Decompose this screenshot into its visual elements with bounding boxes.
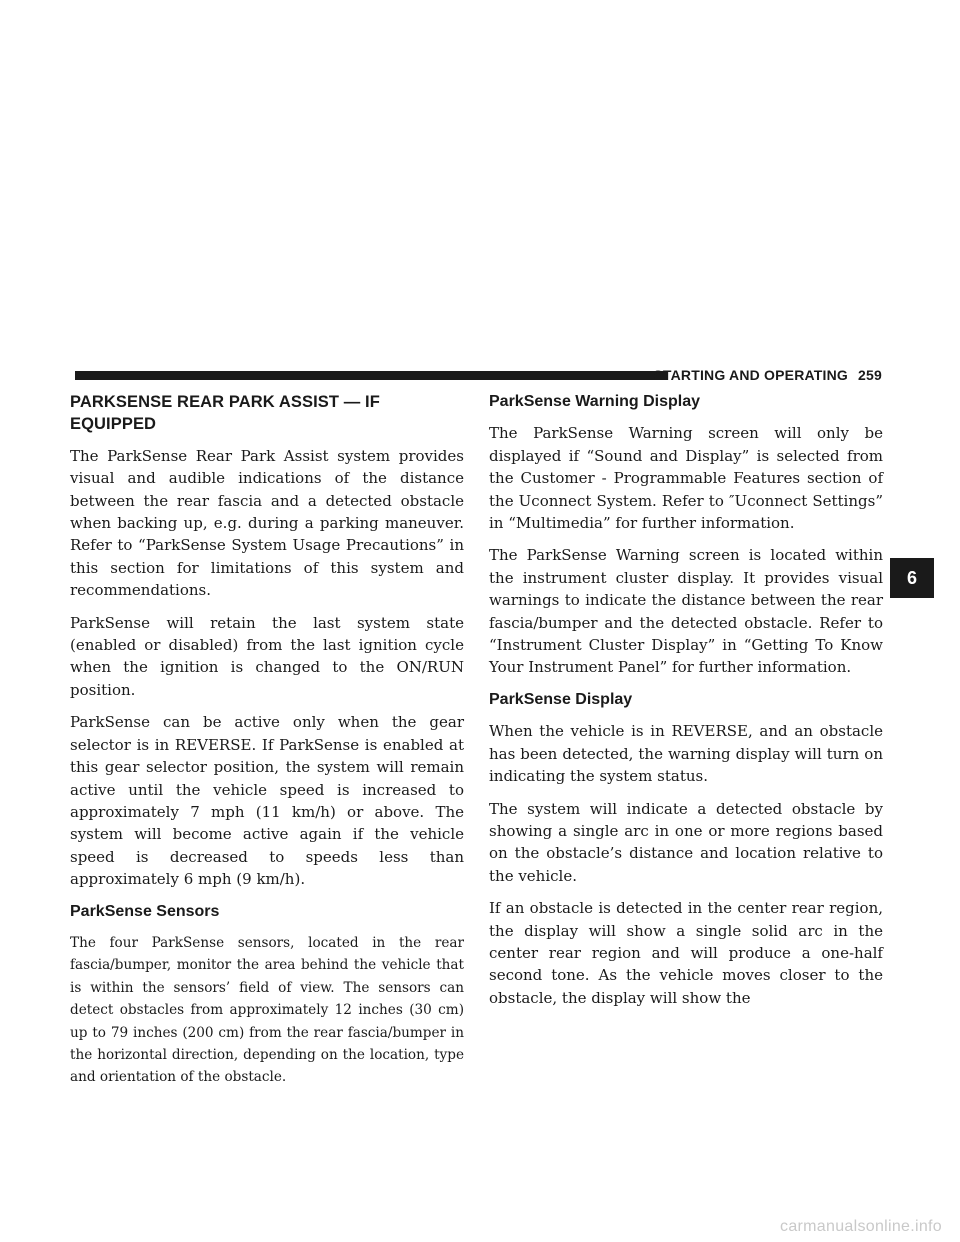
display-paragraph-3: If an obstacle is detected in the center rear region, the display will show a single solid arc in the center rear region and will produce a one-half second tone. As the vehicle moves closer to the obstacle, the display will show the: [489, 899, 883, 1007]
warning-paragraph-1: The ParkSense Warning screen will only be displayed if “Sound and Display” is selected from the Customer - Programmable Features section of the Uconnect System. Refer to ″Uconnect Settings” in “Multimedia” for further information.: [489, 424, 883, 533]
warning-display-heading: ParkSense Warning Display: [489, 393, 701, 410]
right-column: [489, 389, 883, 1019]
display-heading: ParkSense Display: [489, 690, 633, 708]
sensors-heading: ParkSense Sensors: [70, 902, 220, 920]
running-header: [653, 367, 882, 383]
reverse-paragraph: ParkSense can be active only when the gear selector is in REVERSE. If ParkSense is enabled at this gear selector position, the system will remain active until the vehicle speed is increased to approximately 7 mph (11 km/h) or above. The system will become active again if the vehicle speed is decreased to speeds less than approximately 6 mph (9 km/h).: [70, 713, 464, 889]
display-paragraph-2: The system will indicate a detected obstacle by showing a single arc in one or more regions based on the obstacle’s distance and location relative to the vehicle.: [489, 799, 883, 885]
watermark: carmanualsonline.info: [780, 1218, 942, 1235]
chapter-tab: 6: [890, 558, 934, 598]
section-title: STARTING AND OPERATING: [653, 367, 849, 383]
warning-paragraph-2: The ParkSense Warning screen is located within the instrument cluster display. It provides visual warnings to indicate the distance between the rear fascia/bumper and the detected obstacle. Refer to “Instrument Cluster Display” in “Getting To Know Your Instrument Panel” for further information.: [489, 546, 883, 677]
intro-paragraph: The ParkSense Rear Park Assist system provides visual and audible indications of the distance between the rear fascia and a detected obstacle when backing up, e.g. during a parking maneuver. Refer to “ParkSense System Usage Precautions” in this section for limitations of this system and recommendations.: [70, 446, 464, 600]
sensors-paragraph: The four ParkSense sensors, located in the rear fascia/bumper, monitor the area behind the vehicle that is within the sensors’ field of view. The sensors can detect obstacles from approximately 12 inches (30 cm) up to 79 inches (200 cm) from the rear fascia/bumper in the horizontal direction, depending on the location, type and orientation of the obstacle.: [70, 934, 464, 1086]
retain-state-paragraph: ParkSense will retain the last system state (enabled or disabled) from the last ignition cycle when the ignition is changed to the ON/RUN position.: [70, 613, 464, 699]
display-paragraph-1: When the vehicle is in REVERSE, and an obstacle has been detected, the warning display will turn on indicating the system status.: [489, 722, 883, 786]
page-number: 259: [858, 367, 882, 383]
header-rule: [75, 371, 667, 380]
left-column: [70, 389, 464, 1099]
section-heading: PARKSENSE REAR PARK ASSIST — IF EQUIPPED: [70, 393, 380, 434]
